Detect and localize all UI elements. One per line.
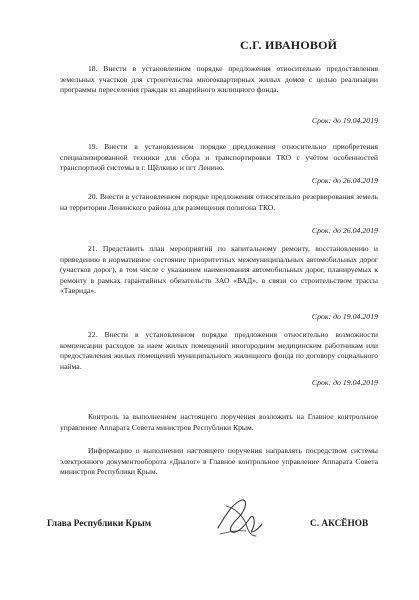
- deadline-label: Срок: до 26.04.2019: [311, 226, 378, 235]
- order-item-21: [60, 244, 378, 297]
- information-paragraph: [60, 446, 378, 478]
- recipient-heading: С.Г. ИВАНОВОЙ: [240, 38, 338, 52]
- order-item-text: 20. Внести в установленном порядке предложения относительно резервирования земель на территории Ленинского района для размещения полигона ТКО.: [60, 192, 378, 212]
- closing-text: Контроль за выполнением настоящего поручения возложить на Главное контрольное управление Аппарата Совета министров Республики Крым.: [60, 412, 378, 432]
- handwritten-signature: [212, 494, 268, 540]
- order-item-text: 18. Внести в установленном порядке предложения относительно предоставления земельных участков для строительства многоквартирных жилых домов с целью реализации программы переселения граждан из аварийного жилищного фонда.: [60, 64, 378, 95]
- order-item-18: [60, 64, 378, 96]
- closing-text: Информацию о выполнении настоящего поручения направлять посредством системы электронного документооборота «Диалог» в Главное контрольное управление Аппарата Совета министров Республики Крым.: [60, 446, 378, 477]
- order-item-text: 22. Внести в установленном порядке предложения относительно возможности компенсации расходов за наем жилых помещений иногородним медицинским работникам или предоставления жилых помещений муниципального жилищного фонда по договору социального найма.: [60, 330, 378, 371]
- signatory-name: С. АКСЁНОВ: [310, 519, 369, 529]
- order-item-text: 21. Представить план мероприятий по капитальному ремонту, восстановлению и приведению в нормативное состояние приоритетных межмуниципальных автомобильных дорог (участков дорог), в том числе с указанием наименования автомобильных дорог, планируемых к ремонту в рамках гарантийных обязательств ЗАО «ВАД», в связи со строительством трассы «Таврида».: [60, 244, 378, 296]
- order-item-text: 19. Внести в установленном порядке предложения относительно приобретения специализированной техники для сбора и транспортировки ТКО с учётом особенностей транспортной системы в г. Щёлкино и пгт Ленино.: [60, 142, 378, 173]
- deadline-label: Срок: до 26.04.2019: [311, 176, 378, 185]
- signatory-title: Глава Республики Крым: [47, 519, 152, 529]
- deadline-label: Срок: до 19.04.2019: [311, 312, 378, 321]
- control-paragraph: [60, 412, 378, 433]
- deadline-label: Срок: до 19.04.2019: [311, 116, 378, 125]
- order-item-22: [60, 330, 378, 372]
- order-item-20: [60, 192, 378, 213]
- order-item-19: [60, 142, 378, 174]
- deadline-label: Срок: до 19.04.2019: [311, 378, 378, 387]
